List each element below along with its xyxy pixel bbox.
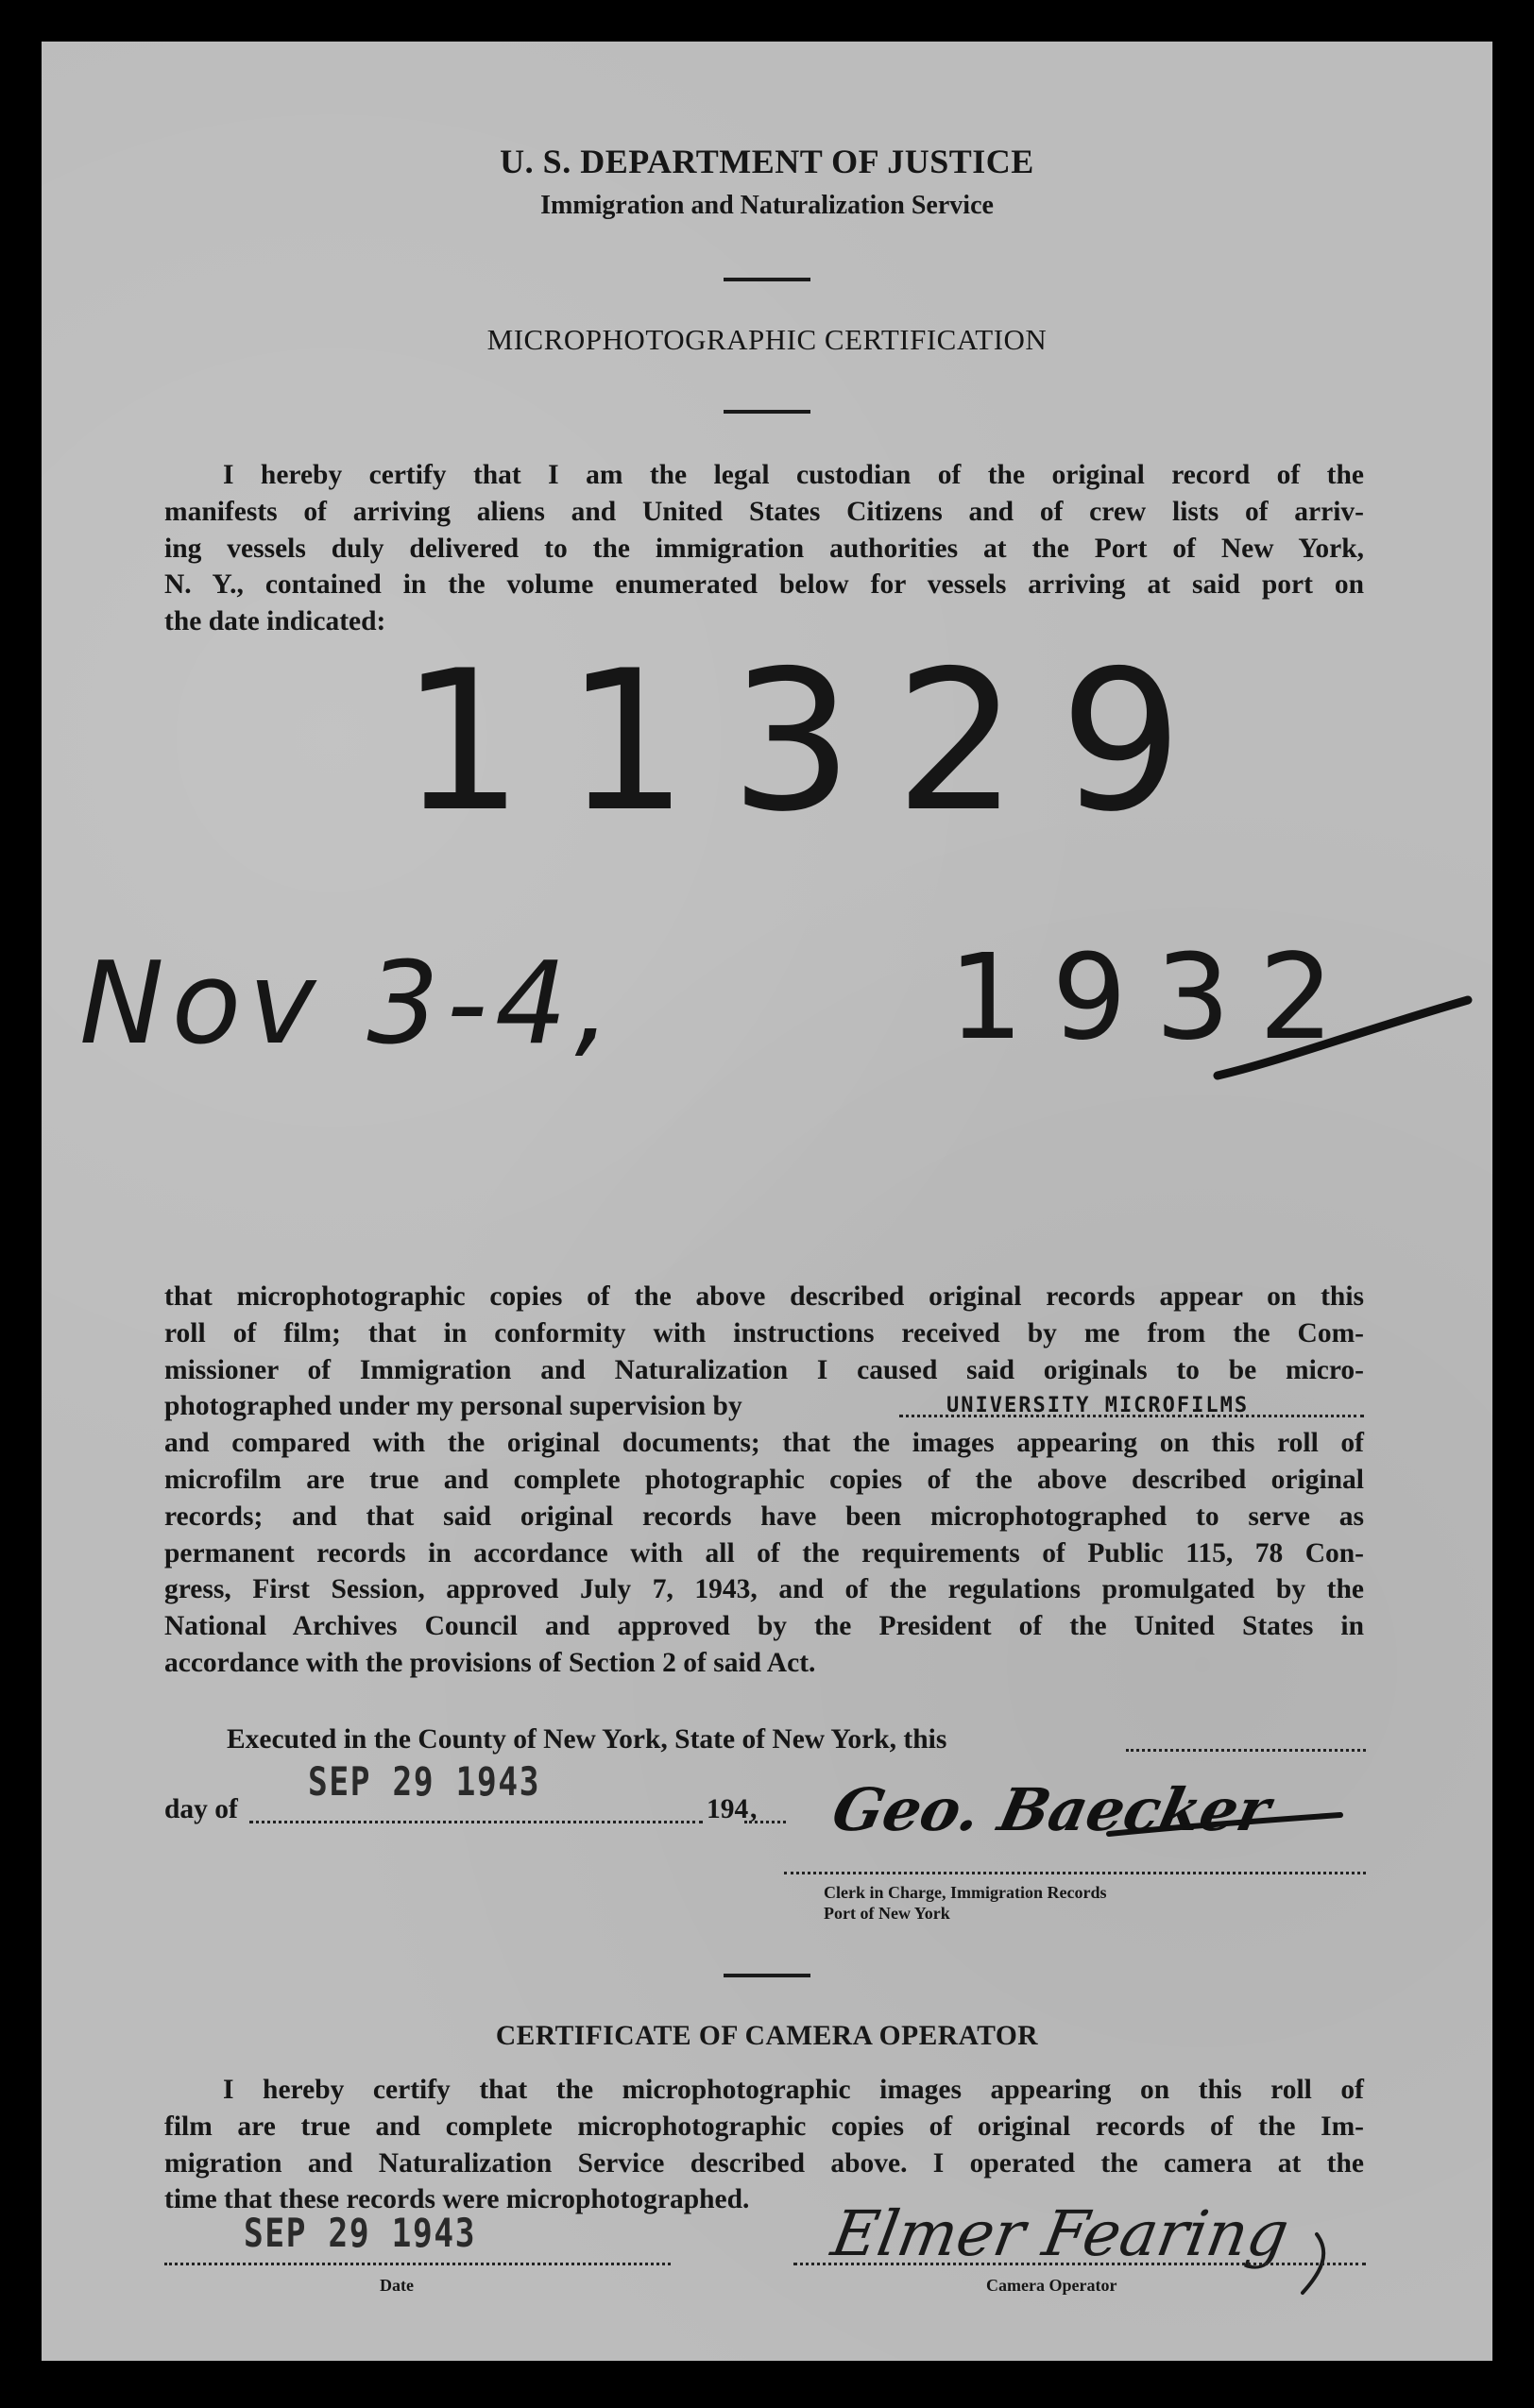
camera-line: film are true and complete microphotographic copies of original records of the Im- xyxy=(164,2111,1364,2142)
body-line: accordance with the provisions of Section 2 of said Act. xyxy=(164,1647,816,1678)
day-of-label: day of xyxy=(164,1794,238,1824)
header-divider-bottom xyxy=(724,410,810,414)
body-line-supervision xyxy=(164,1388,1364,1425)
body-line: gress, First Session, approved July 7, 1943, and of the regulations promulgated by the xyxy=(164,1574,1364,1605)
intro-line: ing vessels duly delivered to the immigration authorities at the Port of New York, xyxy=(164,533,1364,564)
microfilm-company: UNIVERSITY MICROFILMS xyxy=(946,1394,1250,1418)
body-line: missioner of Immigration and Naturalization I caused said originals to be micro- xyxy=(164,1354,1364,1385)
executed-statement: Executed in the County of New York, State of New York, this xyxy=(227,1724,947,1755)
intro-paragraph xyxy=(164,457,1364,640)
certification-title: MICROPHOTOGRAPHIC CERTIFICATION xyxy=(486,323,1048,356)
body-line: that microphotographic copies of the above described original records appear on this xyxy=(164,1281,1364,1312)
camera-operator-label: Camera Operator xyxy=(986,2276,1117,2295)
handwritten-underline-stroke xyxy=(1213,986,1477,1090)
body-line: records; and that said original records have been microphotographed to serve as xyxy=(164,1501,1364,1532)
intro-line: the date indicated: xyxy=(164,606,386,637)
body-line: and compared with the original documents; that the images appearing on this roll of xyxy=(164,1428,1364,1459)
handwritten-arrival-year: 1932 xyxy=(948,929,1363,1066)
camera-date-label: Date xyxy=(380,2276,414,2295)
body-line: photographed under my personal supervision by xyxy=(164,1391,742,1422)
clerk-signature xyxy=(826,1760,1355,1864)
camera-section-divider xyxy=(724,1974,810,1977)
camera-operator-dotted-line xyxy=(793,2263,1366,2265)
clerk-title: Clerk in Charge, Immigration Records xyxy=(824,1883,1107,1902)
camera-line: migration and Naturalization Service described above. I operated the camera at the xyxy=(164,2147,1364,2179)
intro-line: manifests of arriving aliens and United States Citizens and of crew lists of arriv- xyxy=(164,496,1364,527)
service-subtitle: Immigration and Naturalization Service xyxy=(540,191,994,220)
camera-operator-signature-text: Elmer Fearing xyxy=(826,2196,1295,2270)
date-stamp-camera: SEP 29 1943 xyxy=(244,2210,477,2256)
year-dotted-line xyxy=(744,1821,786,1823)
body-line: permanent records in accordance with all of the requirements of Public 115, 78 Con- xyxy=(164,1537,1364,1569)
date-stamp-execution: SEP 29 1943 xyxy=(308,1758,541,1805)
body-line: microfilm are true and complete photographic copies of the above described original xyxy=(164,1464,1364,1495)
header-divider-top xyxy=(724,278,810,281)
clerk-port: Port of New York xyxy=(824,1904,950,1923)
camera-line: I hereby certify that the microphotographic images appearing on this roll of xyxy=(223,2075,1364,2105)
camera-line: time that these records were microphotographed. xyxy=(164,2184,750,2215)
handwritten-arrival-date: Nov 3-4, xyxy=(79,939,619,1070)
year-comma: , xyxy=(750,1794,758,1824)
body-line: National Archives Council and approved by the President of the United States in xyxy=(164,1611,1364,1642)
year-prefix-label: 194 xyxy=(707,1794,749,1824)
certificate-sheet xyxy=(42,42,1492,2361)
executed-day-dotted-line xyxy=(1126,1749,1366,1752)
handwritten-volume-number: 11329 xyxy=(401,630,1225,855)
day-of-dotted-line xyxy=(249,1821,703,1823)
body-line: roll of film; that in conformity with instructions received by me from the Com- xyxy=(164,1317,1364,1348)
intro-line: I hereby certify that I am the legal custodian of the original record of the xyxy=(223,460,1364,490)
agency-title: U. S. DEPARTMENT OF JUSTICE xyxy=(500,143,1034,180)
intro-line: N. Y., contained in the volume enumerated below for vessels arriving at said port on xyxy=(164,569,1364,601)
camera-date-dotted-line xyxy=(164,2263,671,2265)
clerk-signature-dotted-line xyxy=(784,1872,1366,1874)
camera-certificate-title: CERTIFICATE OF CAMERA OPERATOR xyxy=(495,2021,1039,2051)
clerk-signature-text: Geo. Baecker xyxy=(827,1774,1277,1844)
body-paragraph xyxy=(164,1279,1364,1682)
